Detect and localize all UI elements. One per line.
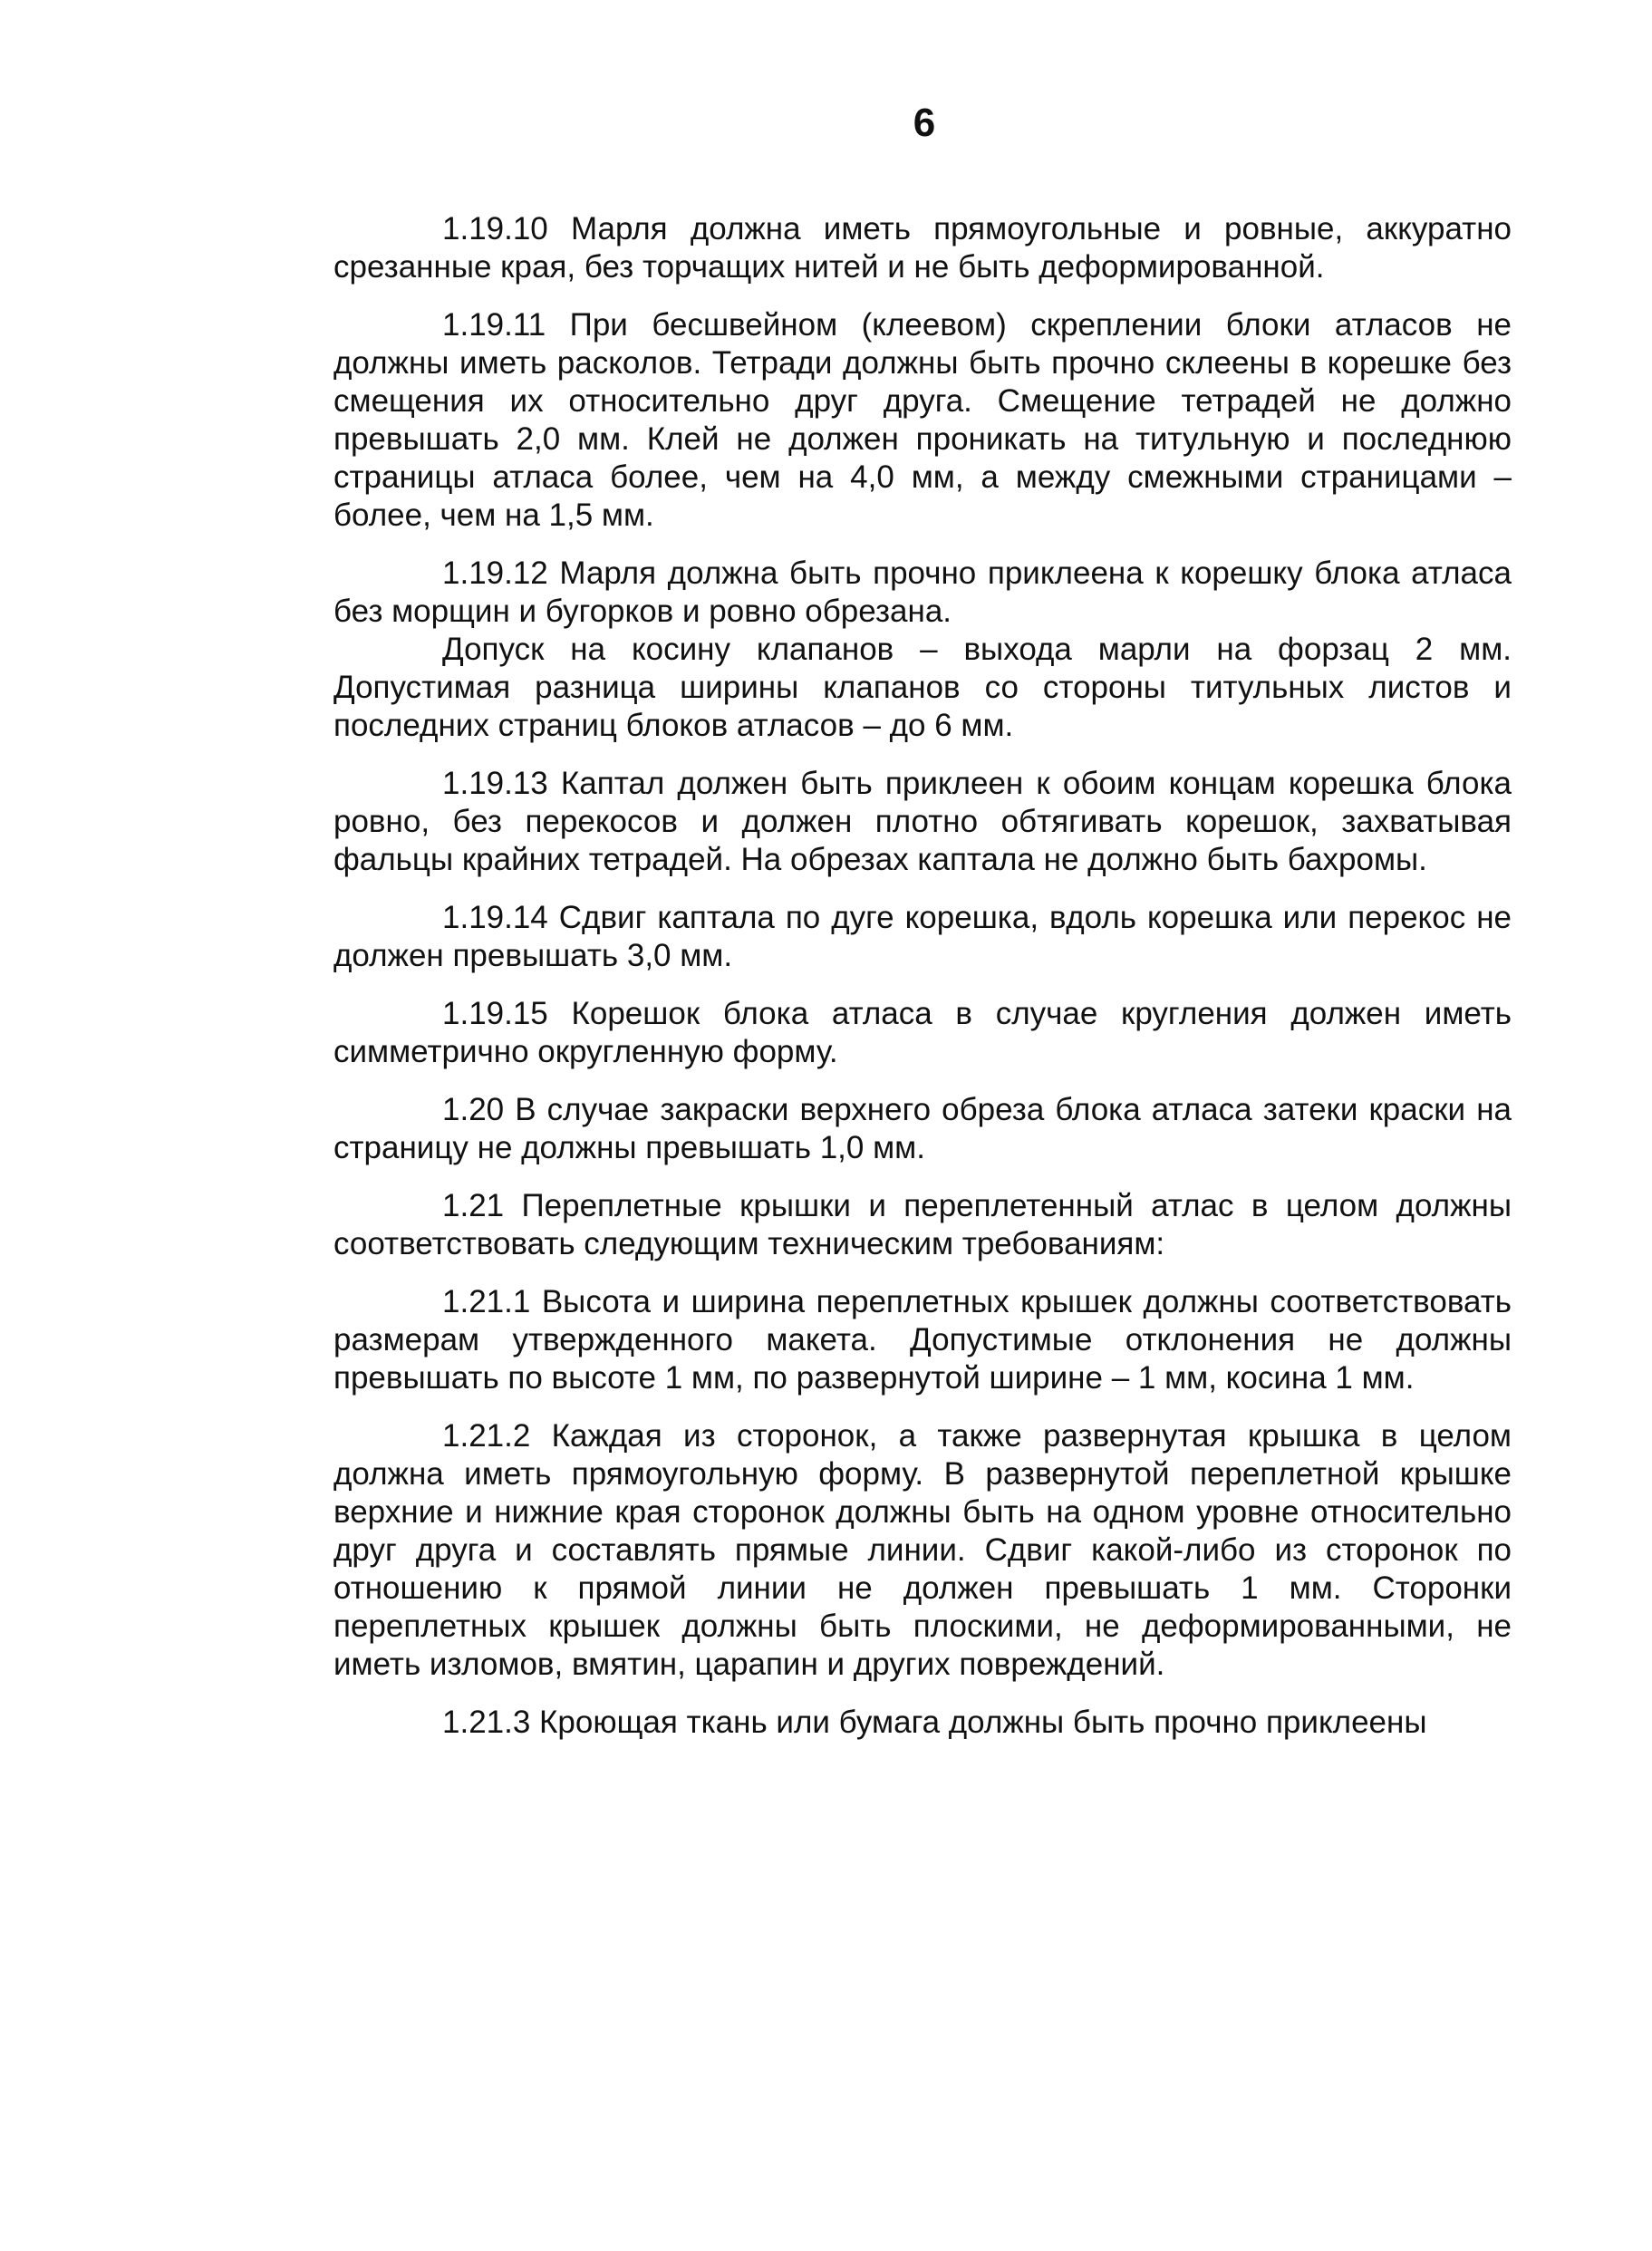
paragraph-1-21-1: 1.21.1 Высота и ширина переплетных крышек должны соответствовать размерам утвержденного макета. Допустимые отклонения не должны превышать по высоте 1 мм, по развернутой ширине – 1 мм, косина 1 мм. (333, 1284, 1512, 1396)
paragraph-1-19-12: 1.19.12 Марля должна быть прочно приклеена к корешку блока атласа без морщин и бугорков и ровно обрезана. (333, 556, 1512, 629)
page-number: 6 (913, 101, 936, 145)
paragraph-tolerance: Допуск на косину клапанов – выхода марли на форзац 2 мм. Допустимая разница ширины клапанов со стороны титульных листов и последних страниц блоков атласов – до 6 мм. (333, 632, 1512, 743)
paragraph-1-19-10: 1.19.10 Марля должна иметь прямоугольные и ровные, аккуратно срезанные края, без торчащих нитей и не быть деформированной. (333, 211, 1512, 285)
page-body (333, 210, 1512, 1762)
paragraph-1-19-13: 1.19.13 Каптал должен быть приклеен к обоим концам корешка блока ровно, без перекосов и должен плотно обтягивать корешок, захватывая фальцы крайних тетрадей. На обрезах каптала не должно быть бахромы. (333, 766, 1512, 877)
paragraph-1-20: 1.20 В случае закраски верхнего обреза блока атласа затеки краски на страницу не должны превышать 1,0 мм. (333, 1092, 1512, 1165)
paragraph-1-21-2: 1.21.2 Каждая из сторонок, а также развернутая крышка в целом должна иметь прямоугольную форму. В развернутой переплетной крышке верхние и нижние края сторонок должны быть на одном уровне относительно друг друга и составлять прямые линии. Сдвиг какой-либо из сторонок по отношению к прямой линии не должен превышать 1 мм. Сторонки переплетных крышек должны быть плоскими, не деформированными, не иметь изломов, вмятин, царапин и других повреждений. (333, 1418, 1512, 1682)
paragraph-1-21-3: 1.21.3 Кроющая ткань или бумага должны быть прочно приклеены (442, 1705, 1427, 1740)
paragraph-1-19-14: 1.19.14 Сдвиг каптала по дуге корешка, вдоль корешка или перекос не должен превышать 3,0 мм. (333, 900, 1512, 973)
paragraph-1-21: 1.21 Переплетные крышки и переплетенный атлас в целом должны соответствовать следующим техническим требованиям: (333, 1188, 1512, 1261)
paragraph-1-19-15: 1.19.15 Корешок блока атласа в случае кругления должен иметь симметрично округленную форму. (333, 996, 1512, 1069)
paragraph-1-19-11: 1.19.11 При бесшвейном (клеевом) скреплении блоки атласов не должны иметь расколов. Тетради должны быть прочно склеены в корешке без смещения их относительно друг друга. Смещение тетрадей не должно превышать 2,0 мм. Клей не должен проникать на титульную и последнюю страницы атласа более, чем на 4,0 мм, а между смежными страницами – более, чем на 1,5 мм. (333, 307, 1512, 533)
